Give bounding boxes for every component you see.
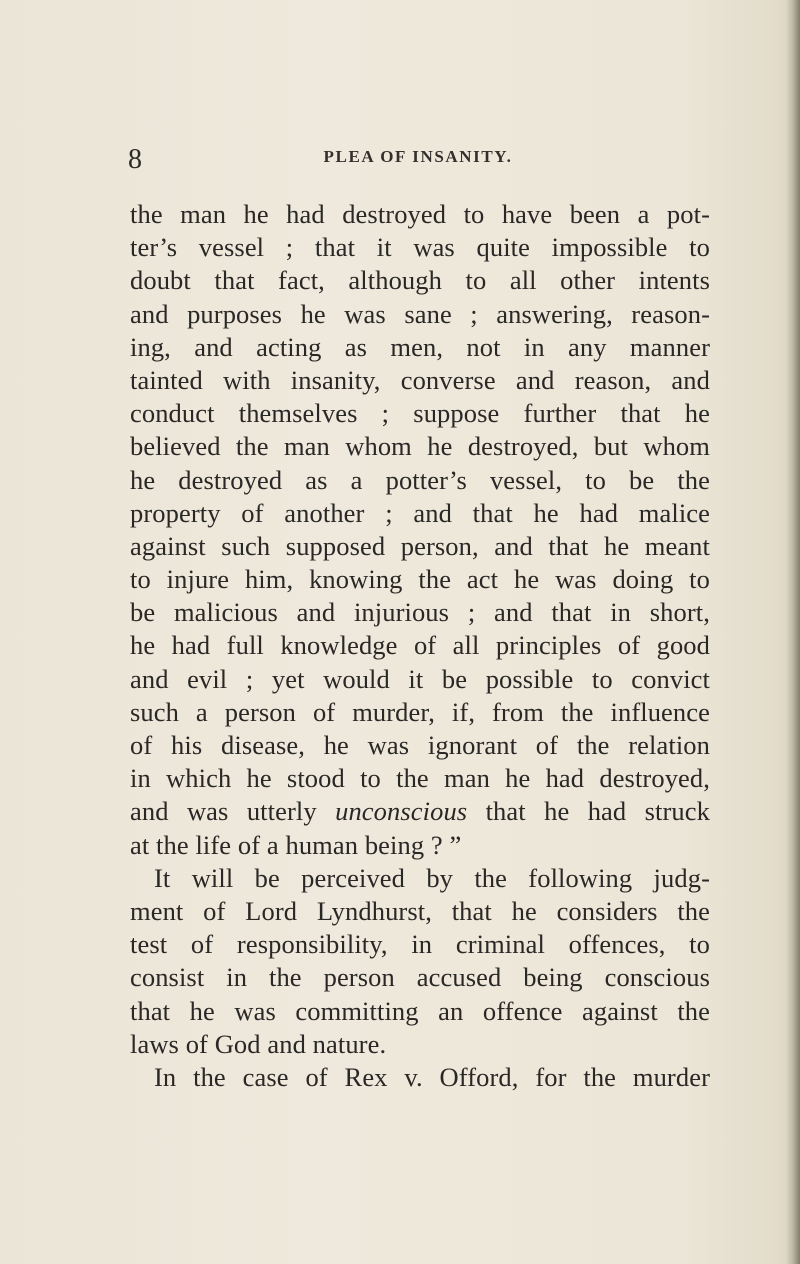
text-line: against such supposed person, and that he meant [130, 530, 710, 561]
text-line: laws of God and nature. [130, 1028, 387, 1059]
text-line: ing, and acting as men, not in any manner [130, 331, 710, 362]
text-run: that he had struck [467, 796, 710, 827]
running-head [128, 145, 708, 175]
page-number: 8 [128, 144, 142, 175]
text-line: test of responsibility, in criminal offences, to [130, 929, 710, 960]
text-line: and evil ; yet would it be possible to convict [130, 663, 710, 694]
text-line: he had full knowledge of all principles of good [130, 630, 710, 661]
text-line: conduct themselves ; suppose further that he [130, 398, 710, 429]
text-line-with-italic [130, 795, 710, 828]
text-line: It will be perceived by the following judg- [154, 862, 710, 893]
page-edge-shadow [786, 0, 800, 1264]
text-line: In the case of Rex v. Offord, for the murder [154, 1061, 710, 1092]
text-line: to injure him, knowing the act he was doing to [130, 564, 710, 595]
text-line: such a person of murder, if, from the influence [130, 696, 710, 727]
text-line: tainted with insanity, converse and reason, and [130, 364, 710, 395]
text-line: in which he stood to the man he had destroyed, [130, 763, 710, 794]
text-line: at the life of a human being ? ” [130, 829, 462, 860]
running-title: PLEA OF INSANITY. [323, 147, 513, 166]
text-line: ment of Lord Lyndhurst, that he considers the [130, 895, 710, 926]
text-line: he destroyed as a potter’s vessel, to be the [130, 464, 710, 495]
text-line: that he was committing an offence against the [130, 995, 710, 1026]
text-line: consist in the person accused being conscious [130, 962, 710, 993]
text-run: and was utterly [130, 796, 336, 827]
text-line: property of another ; and that he had malice [130, 497, 710, 528]
text-line: be malicious and injurious ; and that in short, [130, 597, 710, 628]
text-line: doubt that fact, although to all other intents [130, 265, 710, 296]
text-line: and purposes he was sane ; answering, reason- [130, 298, 710, 329]
text-line: ter’s vessel ; that it was quite impossible to [130, 232, 710, 263]
body-text [130, 198, 710, 1094]
italic-word: unconscious [335, 796, 468, 827]
text-line: the man he had destroyed to have been a pot- [130, 199, 710, 229]
text-line: of his disease, he was ignorant of the relation [130, 730, 710, 760]
text-line: believed the man whom he destroyed, but whom [130, 431, 710, 462]
